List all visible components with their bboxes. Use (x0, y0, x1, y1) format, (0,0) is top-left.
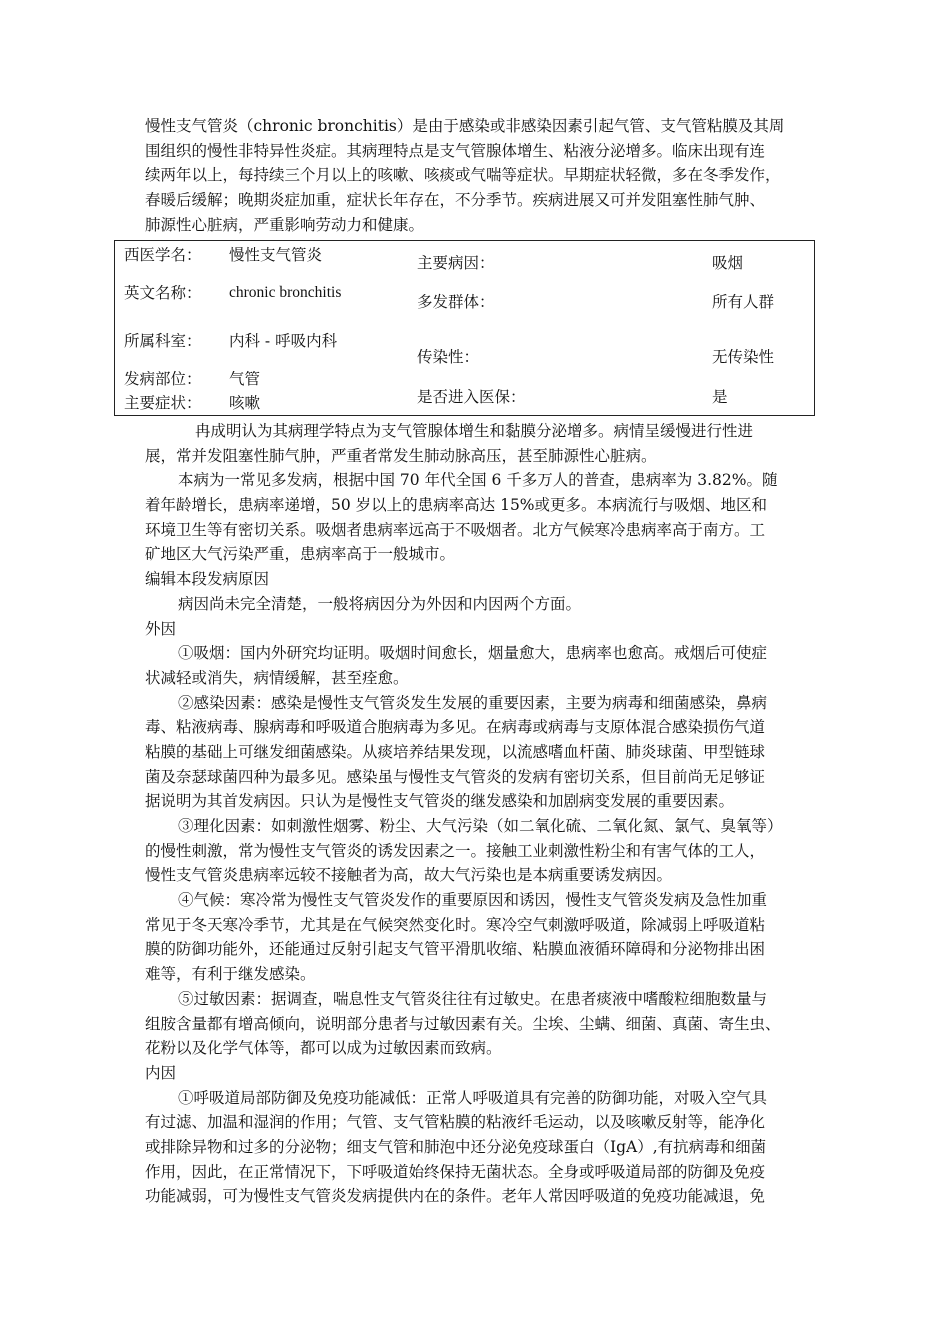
text-line: ②感染因素：感染是慢性支气管炎发生发展的重要因素，主要为病毒和细菌感染，鼻病 (178, 693, 768, 712)
text-line: ①吸烟：国内外研究均证明。吸烟时间愈长，烟量愈大，患病率也愈高。戒烟后可使症 (178, 644, 768, 663)
text-line: 围组织的慢性非特异性炎症。其病理特点是支气管腺体增生、粘液分泌增多。临床出现有连 (145, 141, 766, 160)
info-value-insurance: 是 (712, 388, 728, 406)
info-label-contagious: 传染性： (417, 348, 480, 366)
text-line: 毒、粘液病毒、腺病毒和呼吸道合胞病毒为多见。在病毒或病毒与支原体混合感染损伤气道 (145, 718, 766, 737)
text-line: 本病为一常见多发病，根据中国 70 年代全国 6 千多万人的普查，患病率为 3.82%。随 (178, 471, 778, 490)
disease-info-box (114, 240, 815, 416)
text-line: 功能减弱，可为慢性支气管炎发病提供内在的条件。老年人常因呼吸道的免疫功能减退，免 (145, 1187, 766, 1206)
info-label-symptom: 主要症状： (124, 394, 202, 412)
subsection-heading: 外因 (145, 619, 177, 638)
text-line: 病因尚未完全清楚，一般将病因分为外因和内因两个方面。 (178, 594, 582, 613)
info-label-site: 发病部位： (124, 370, 202, 388)
text-line: 续两年以上，每持续三个月以上的咳嗽、咳痰或气喘等症状。早期症状轻微，多在冬季发作， (145, 166, 781, 185)
text-line: 膜的防御功能外，还能通过反射引起支气管平滑肌收缩、粘膜血液循环障碍和分泌物排出困 (145, 940, 766, 959)
text-line: ①呼吸道局部防御及免疫功能减低：正常人呼吸道具有完善的防御功能，对吸入空气具 (178, 1088, 768, 1107)
text-line: 粘膜的基础上可继发细菌感染。从痰培养结果发现，以流感嗜血杆菌、肺炎球菌、甲型链球 (145, 742, 766, 761)
info-value-western-name: 慢性支气管炎 (229, 246, 323, 264)
text-line: 组胺含量都有增高倾向，说明部分患者与过敏因素有关。尘埃、尘螨、细菌、真菌、寄生虫、 (145, 1014, 781, 1033)
subsection-heading: 内因 (145, 1063, 177, 1082)
text-line: ⑤过敏因素：据调查，喘息性支气管炎往往有过敏史。在患者痰液中嗜酸粒细胞数量与 (178, 989, 768, 1008)
info-label-department: 所属科室： (124, 332, 202, 350)
info-label-insurance: 是否进入医保： (417, 388, 526, 406)
text-line: 的慢性刺激，常为慢性支气管炎的诱发因素之一。接触工业刺激性粉尘和有害气体的工人， (145, 841, 766, 860)
text-line: 慢性支气管炎（chronic bronchitis）是由于感染或非感染因素引起气管、支气管粘膜及其周 (145, 117, 785, 135)
info-label-cause: 主要病因： (417, 254, 495, 272)
info-value-contagious: 无传染性 (712, 348, 775, 366)
text-line: 作用，因此，在正常情况下，下呼吸道始终保持无菌状态。全身或呼吸道局部的防御及免疫 (145, 1162, 766, 1181)
info-value-english-name: chronic bronchitis (229, 284, 342, 301)
text-line: 状减轻或消失，病情缓解，甚至痊愈。 (145, 668, 409, 687)
text-line: 菌及奈瑟球菌四种为最多见。感染虽与慢性支气管炎的发病有密切关系，但目前尚无足够证 (145, 767, 766, 786)
info-label-english-name: 英文名称： (124, 284, 202, 302)
info-value-population: 所有人群 (712, 293, 775, 311)
body-text (145, 419, 810, 1209)
text-line: 冉成明认为其病理学特点为支气管腺体增生和黏膜分泌增多。病情呈缓慢进行性进 (195, 422, 754, 440)
info-label-population: 多发群体： (417, 293, 495, 311)
text-line: 矿地区大气污染严重，患病率高于一般城市。 (145, 545, 456, 564)
text-line: 肺源性心脏病，严重影响劳动力和健康。 (145, 215, 425, 234)
text-line: 展，常并发阻塞性肺气肿，严重者常发生肺动脉高压，甚至肺源性心脏病。 (145, 446, 657, 465)
info-value-symptom: 咳嗽 (229, 394, 261, 412)
info-label-western-name: 西医学名： (124, 246, 202, 264)
text-line: ③理化因素：如刺激性烟雾、粉尘、大气污染（如二氧化硫、二氧化氮、氯气、臭氧等） (178, 817, 783, 835)
text-line: 常见于冬天寒冷季节，尤其是在气候突然变化时。寒冷空气刺激呼吸道，除减弱上呼吸道粘 (145, 915, 766, 934)
info-value-cause: 吸烟 (712, 254, 744, 272)
text-line: 春暖后缓解；晚期炎症加重，症状长年存在，不分季节。疾病进展又可并发阻塞性肺气肿、 (145, 191, 766, 210)
text-line: 有过滤、加温和湿润的作用；气管、支气管粘膜的粘液纤毛运动，以及咳嗽反射等，能净化 (145, 1113, 766, 1132)
text-line: 据说明为其首发病因。只认为是慢性支气管炎的继发感染和加剧病变发展的重要因素。 (145, 792, 735, 811)
text-line: ④气候：寒冷常为慢性支气管炎发作的重要原因和诱因，慢性支气管炎发病及急性加重 (178, 891, 768, 910)
info-value-department: 内科 - 呼吸内科 (229, 332, 338, 350)
text-line: 慢性支气管炎患病率远较不接触者为高，故大气污染也是本病重要诱发病因。 (145, 866, 673, 885)
intro-paragraph (145, 114, 810, 237)
info-value-site: 气管 (229, 370, 261, 388)
text-line: 环境卫生等有密切关系。吸烟者患病率远高于不吸烟者。北方气候寒冷患病率高于南方。工 (145, 520, 766, 539)
section-heading: 编辑本段发病原因 (145, 570, 270, 589)
text-line: 着年龄增长，患病率递增，50 岁以上的患病率高达 15%或更多。本病流行与吸烟、地区和 (145, 496, 768, 515)
text-line: 花粉以及化学气体等，都可以成为过敏因素而致病。 (145, 1039, 502, 1058)
text-line: 难等，有利于继发感染。 (145, 965, 316, 984)
text-line: 或排除异物和过多的分泌物；细支气管和肺泡中还分泌免疫球蛋白（IgA）,有抗病毒和细菌 (145, 1137, 767, 1156)
